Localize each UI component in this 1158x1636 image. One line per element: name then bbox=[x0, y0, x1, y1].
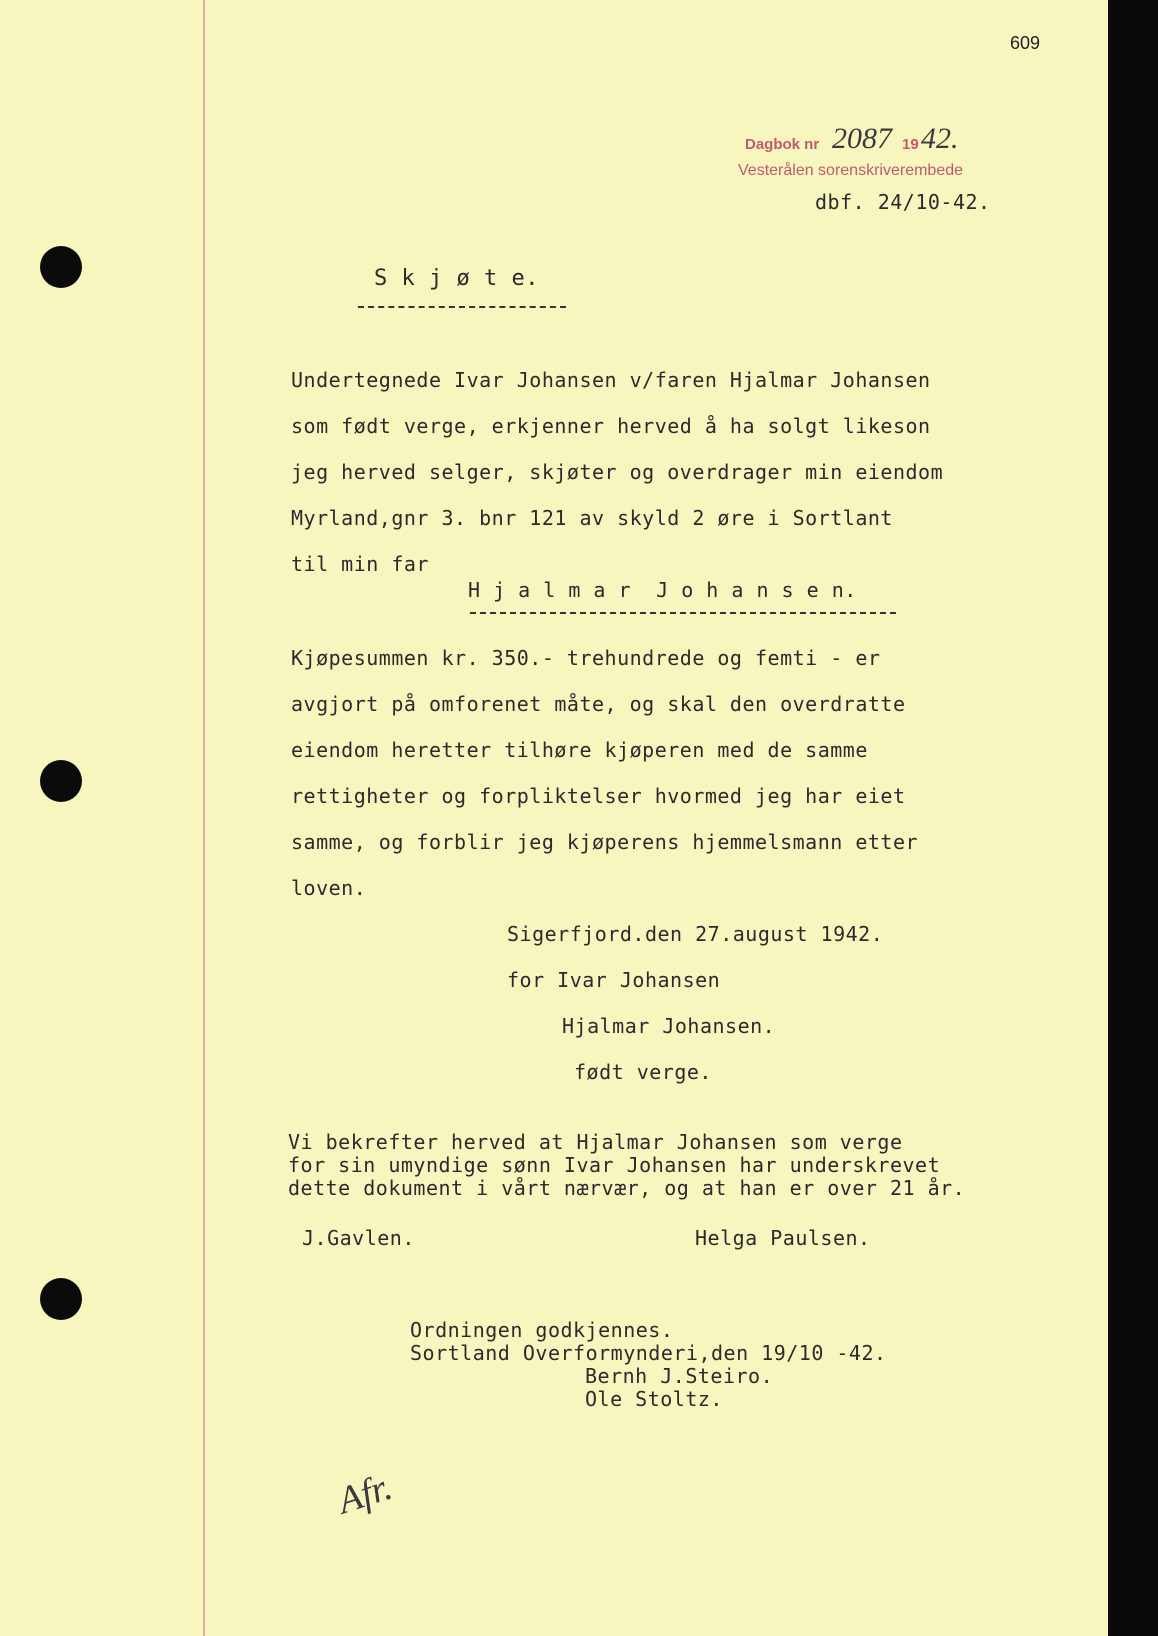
punch-hole-top bbox=[40, 246, 82, 288]
text-line: rettigheter og forpliktelser hvormed jeg har eiet bbox=[291, 784, 906, 808]
dbf-registration: dbf. 24/10-42. bbox=[815, 190, 991, 214]
approval-line: Bernh J.Steiro. bbox=[585, 1364, 774, 1388]
text-line: dette dokument i vårt nærvær, og at han er over 21 år. bbox=[288, 1176, 966, 1200]
place-and-date: Sigerfjord.den 27.august 1942. bbox=[507, 922, 884, 946]
text-line: som født verge, erkjenner herved å ha solgt likeson bbox=[291, 414, 931, 438]
signature-line: for Ivar Johansen bbox=[507, 968, 721, 992]
text-line: eiendom heretter tilhøre kjøperen med de samme bbox=[291, 738, 868, 762]
text-line: jeg herved selger, skjøter og overdrager min eiendom bbox=[291, 460, 944, 484]
text-line: Vi bekrefter herved at Hjalmar Johansen som verge bbox=[288, 1130, 903, 1154]
buyer-name: H j a l m a r J o h a n s e n. bbox=[468, 578, 857, 602]
text-line: loven. bbox=[291, 876, 367, 900]
heading-underline bbox=[358, 306, 566, 308]
journal-stamp-year: 19 bbox=[902, 136, 919, 153]
margin-line bbox=[203, 0, 205, 1636]
text-line: Undertegnede Ivar Johansen v/faren Hjalmar Johansen bbox=[291, 368, 931, 392]
approval-line: Ole Stoltz. bbox=[585, 1387, 723, 1411]
document-heading: S k j ø t e. bbox=[374, 266, 539, 291]
buyer-name-underline bbox=[470, 612, 896, 614]
handwritten-year: 42. bbox=[921, 122, 959, 155]
signature-line: født verge. bbox=[574, 1060, 712, 1084]
signature-line: Hjalmar Johansen. bbox=[562, 1014, 776, 1038]
punch-hole-bottom bbox=[40, 1278, 82, 1320]
approval-line: Ordningen godkjennes. bbox=[410, 1318, 674, 1342]
handwritten-journal-number: 2087 bbox=[832, 122, 892, 155]
page-number: 609 bbox=[1010, 33, 1041, 53]
text-line: avgjort på omforenet måte, og skal den overdratte bbox=[291, 692, 906, 716]
witness-1: J.Gavlen. bbox=[302, 1226, 415, 1250]
handwritten-initials: Afr. bbox=[332, 1465, 398, 1523]
court-office-stamp: Vesterålen sorenskriverembede bbox=[738, 162, 964, 179]
text-line: for sin umyndige sønn Ivar Johansen har underskrevet bbox=[288, 1153, 941, 1177]
text-line: Kjøpesummen kr. 350.- trehundrede og femti - er bbox=[291, 646, 881, 670]
approval-line: Sortland Overformynderi,den 19/10 -42. bbox=[410, 1341, 887, 1365]
witness-2: Helga Paulsen. bbox=[695, 1226, 871, 1250]
punch-hole-middle bbox=[40, 760, 82, 802]
text-line: samme, og forblir jeg kjøperens hjemmelsmann etter bbox=[291, 830, 919, 854]
text-line: Myrland,gnr 3. bnr 121 av skyld 2 øre i Sortlant bbox=[291, 506, 893, 530]
text-line: til min far bbox=[291, 552, 429, 576]
journal-stamp-prefix: Dagbok nr bbox=[745, 136, 820, 153]
